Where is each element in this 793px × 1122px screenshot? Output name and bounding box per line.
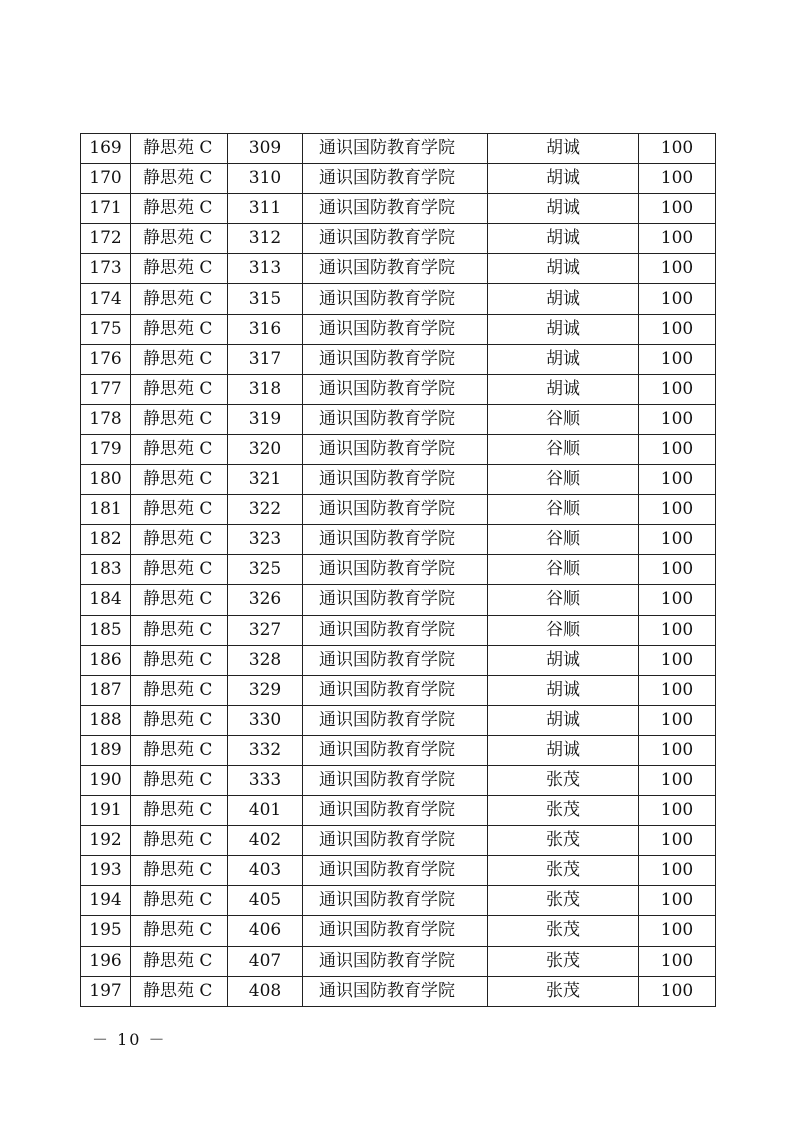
row-number-cell: 174 (81, 284, 131, 314)
table-row (81, 134, 716, 164)
building-cell: 静思苑 C (131, 134, 228, 164)
room-number-cell: 321 (228, 465, 303, 495)
row-number-cell: 189 (81, 735, 131, 765)
counselor-cell: 张茂 (488, 916, 639, 946)
counselor-cell: 张茂 (488, 886, 639, 916)
counselor-cell: 张茂 (488, 796, 639, 826)
score-cell: 100 (639, 465, 716, 495)
table-row (81, 735, 716, 765)
counselor-cell: 谷顺 (488, 434, 639, 464)
row-number-cell: 195 (81, 916, 131, 946)
table-row (81, 194, 716, 224)
room-number-cell: 313 (228, 254, 303, 284)
score-cell: 100 (639, 224, 716, 254)
building-cell: 静思苑 C (131, 254, 228, 284)
building-cell: 静思苑 C (131, 856, 228, 886)
college-cell: 通识国防教育学院 (303, 465, 488, 495)
score-cell: 100 (639, 254, 716, 284)
college-cell: 通识国防教育学院 (303, 525, 488, 555)
college-cell: 通识国防教育学院 (303, 675, 488, 705)
building-cell: 静思苑 C (131, 374, 228, 404)
building-cell: 静思苑 C (131, 916, 228, 946)
room-number-cell: 319 (228, 404, 303, 434)
college-cell: 通识国防教育学院 (303, 344, 488, 374)
row-number-cell: 188 (81, 705, 131, 735)
counselor-cell: 胡诚 (488, 134, 639, 164)
college-cell: 通识国防教育学院 (303, 555, 488, 585)
room-number-cell: 316 (228, 314, 303, 344)
table-row (81, 585, 716, 615)
college-cell: 通识国防教育学院 (303, 886, 488, 916)
room-number-cell: 309 (228, 134, 303, 164)
score-cell: 100 (639, 164, 716, 194)
room-number-cell: 320 (228, 434, 303, 464)
score-cell: 100 (639, 976, 716, 1006)
table-row (81, 314, 716, 344)
building-cell: 静思苑 C (131, 615, 228, 645)
counselor-cell: 胡诚 (488, 645, 639, 675)
table-row (81, 434, 716, 464)
table-row (81, 254, 716, 284)
counselor-cell: 谷顺 (488, 615, 639, 645)
score-cell: 100 (639, 765, 716, 795)
score-cell: 100 (639, 675, 716, 705)
row-number-cell: 187 (81, 675, 131, 705)
college-cell: 通识国防教育学院 (303, 705, 488, 735)
score-cell: 100 (639, 856, 716, 886)
counselor-cell: 胡诚 (488, 284, 639, 314)
room-number-cell: 405 (228, 886, 303, 916)
score-cell: 100 (639, 284, 716, 314)
score-cell: 100 (639, 705, 716, 735)
table-body (81, 134, 716, 1007)
room-number-cell: 318 (228, 374, 303, 404)
room-number-cell: 407 (228, 946, 303, 976)
row-number-cell: 175 (81, 314, 131, 344)
college-cell: 通识国防教育学院 (303, 615, 488, 645)
room-number-cell: 311 (228, 194, 303, 224)
counselor-cell: 胡诚 (488, 344, 639, 374)
room-number-cell: 326 (228, 585, 303, 615)
building-cell: 静思苑 C (131, 164, 228, 194)
counselor-cell: 胡诚 (488, 675, 639, 705)
college-cell: 通识国防教育学院 (303, 765, 488, 795)
counselor-cell: 谷顺 (488, 525, 639, 555)
table-row (81, 465, 716, 495)
row-number-cell: 173 (81, 254, 131, 284)
table-row (81, 976, 716, 1006)
score-cell: 100 (639, 555, 716, 585)
table-row (81, 284, 716, 314)
table-row (81, 525, 716, 555)
room-number-cell: 325 (228, 555, 303, 585)
college-cell: 通识国防教育学院 (303, 314, 488, 344)
building-cell: 静思苑 C (131, 946, 228, 976)
table-row (81, 164, 716, 194)
college-cell: 通识国防教育学院 (303, 164, 488, 194)
row-number-cell: 172 (81, 224, 131, 254)
counselor-cell: 胡诚 (488, 164, 639, 194)
counselor-cell: 胡诚 (488, 735, 639, 765)
score-cell: 100 (639, 916, 716, 946)
building-cell: 静思苑 C (131, 675, 228, 705)
college-cell: 通识国防教育学院 (303, 284, 488, 314)
score-cell: 100 (639, 404, 716, 434)
score-cell: 100 (639, 585, 716, 615)
score-cell: 100 (639, 886, 716, 916)
building-cell: 静思苑 C (131, 585, 228, 615)
college-cell: 通识国防教育学院 (303, 254, 488, 284)
building-cell: 静思苑 C (131, 555, 228, 585)
counselor-cell: 张茂 (488, 765, 639, 795)
row-number-cell: 190 (81, 765, 131, 795)
row-number-cell: 197 (81, 976, 131, 1006)
score-cell: 100 (639, 374, 716, 404)
room-number-cell: 315 (228, 284, 303, 314)
row-number-cell: 185 (81, 615, 131, 645)
row-number-cell: 186 (81, 645, 131, 675)
row-number-cell: 192 (81, 826, 131, 856)
college-cell: 通识国防教育学院 (303, 826, 488, 856)
row-number-cell: 178 (81, 404, 131, 434)
table-row (81, 344, 716, 374)
score-cell: 100 (639, 645, 716, 675)
college-cell: 通识国防教育学院 (303, 224, 488, 254)
room-number-cell: 333 (228, 765, 303, 795)
room-number-cell: 402 (228, 826, 303, 856)
dormitory-table (80, 133, 716, 1007)
counselor-cell: 张茂 (488, 826, 639, 856)
table-row (81, 856, 716, 886)
score-cell: 100 (639, 946, 716, 976)
counselor-cell: 谷顺 (488, 585, 639, 615)
table-row (81, 886, 716, 916)
row-number-cell: 179 (81, 434, 131, 464)
college-cell: 通识国防教育学院 (303, 946, 488, 976)
room-number-cell: 327 (228, 615, 303, 645)
building-cell: 静思苑 C (131, 826, 228, 856)
score-cell: 100 (639, 314, 716, 344)
score-cell: 100 (639, 194, 716, 224)
row-number-cell: 181 (81, 495, 131, 525)
table-row (81, 916, 716, 946)
room-number-cell: 403 (228, 856, 303, 886)
score-cell: 100 (639, 344, 716, 374)
counselor-cell: 胡诚 (488, 314, 639, 344)
counselor-cell: 谷顺 (488, 465, 639, 495)
row-number-cell: 171 (81, 194, 131, 224)
row-number-cell: 169 (81, 134, 131, 164)
college-cell: 通识国防教育学院 (303, 976, 488, 1006)
table-row (81, 224, 716, 254)
room-number-cell: 310 (228, 164, 303, 194)
table-row (81, 946, 716, 976)
row-number-cell: 184 (81, 585, 131, 615)
room-number-cell: 408 (228, 976, 303, 1006)
counselor-cell: 谷顺 (488, 404, 639, 434)
building-cell: 静思苑 C (131, 314, 228, 344)
row-number-cell: 191 (81, 796, 131, 826)
college-cell: 通识国防教育学院 (303, 374, 488, 404)
row-number-cell: 180 (81, 465, 131, 495)
page-number: － 10 － (92, 1030, 167, 1049)
building-cell: 静思苑 C (131, 645, 228, 675)
counselor-cell: 谷顺 (488, 495, 639, 525)
building-cell: 静思苑 C (131, 344, 228, 374)
counselor-cell: 谷顺 (488, 555, 639, 585)
score-cell: 100 (639, 495, 716, 525)
room-number-cell: 323 (228, 525, 303, 555)
college-cell: 通识国防教育学院 (303, 735, 488, 765)
room-number-cell: 322 (228, 495, 303, 525)
score-cell: 100 (639, 796, 716, 826)
building-cell: 静思苑 C (131, 434, 228, 464)
table-row (81, 404, 716, 434)
score-cell: 100 (639, 735, 716, 765)
building-cell: 静思苑 C (131, 765, 228, 795)
row-number-cell: 176 (81, 344, 131, 374)
table-row (81, 615, 716, 645)
college-cell: 通识国防教育学院 (303, 495, 488, 525)
room-number-cell: 317 (228, 344, 303, 374)
college-cell: 通识国防教育学院 (303, 856, 488, 886)
college-cell: 通识国防教育学院 (303, 645, 488, 675)
score-cell: 100 (639, 134, 716, 164)
table-row (81, 675, 716, 705)
college-cell: 通识国防教育学院 (303, 404, 488, 434)
table-row (81, 765, 716, 795)
table-row (81, 374, 716, 404)
table-row (81, 495, 716, 525)
row-number-cell: 170 (81, 164, 131, 194)
building-cell: 静思苑 C (131, 705, 228, 735)
building-cell: 静思苑 C (131, 525, 228, 555)
counselor-cell: 胡诚 (488, 374, 639, 404)
table-row (81, 555, 716, 585)
college-cell: 通识国防教育学院 (303, 194, 488, 224)
building-cell: 静思苑 C (131, 404, 228, 434)
row-number-cell: 182 (81, 525, 131, 555)
row-number-cell: 177 (81, 374, 131, 404)
building-cell: 静思苑 C (131, 976, 228, 1006)
building-cell: 静思苑 C (131, 465, 228, 495)
row-number-cell: 193 (81, 856, 131, 886)
counselor-cell: 张茂 (488, 946, 639, 976)
room-number-cell: 401 (228, 796, 303, 826)
row-number-cell: 194 (81, 886, 131, 916)
college-cell: 通识国防教育学院 (303, 134, 488, 164)
table-row (81, 705, 716, 735)
counselor-cell: 张茂 (488, 856, 639, 886)
row-number-cell: 183 (81, 555, 131, 585)
table-row (81, 645, 716, 675)
college-cell: 通识国防教育学院 (303, 434, 488, 464)
building-cell: 静思苑 C (131, 735, 228, 765)
counselor-cell: 张茂 (488, 976, 639, 1006)
counselor-cell: 胡诚 (488, 194, 639, 224)
room-number-cell: 329 (228, 675, 303, 705)
room-number-cell: 406 (228, 916, 303, 946)
building-cell: 静思苑 C (131, 796, 228, 826)
room-number-cell: 312 (228, 224, 303, 254)
counselor-cell: 胡诚 (488, 254, 639, 284)
score-cell: 100 (639, 615, 716, 645)
score-cell: 100 (639, 826, 716, 856)
building-cell: 静思苑 C (131, 495, 228, 525)
counselor-cell: 胡诚 (488, 224, 639, 254)
college-cell: 通识国防教育学院 (303, 585, 488, 615)
score-cell: 100 (639, 434, 716, 464)
college-cell: 通识国防教育学院 (303, 796, 488, 826)
building-cell: 静思苑 C (131, 224, 228, 254)
table-row (81, 826, 716, 856)
score-cell: 100 (639, 525, 716, 555)
room-number-cell: 328 (228, 645, 303, 675)
room-number-cell: 330 (228, 705, 303, 735)
building-cell: 静思苑 C (131, 284, 228, 314)
row-number-cell: 196 (81, 946, 131, 976)
college-cell: 通识国防教育学院 (303, 916, 488, 946)
building-cell: 静思苑 C (131, 194, 228, 224)
table-row (81, 796, 716, 826)
room-number-cell: 332 (228, 735, 303, 765)
building-cell: 静思苑 C (131, 886, 228, 916)
counselor-cell: 胡诚 (488, 705, 639, 735)
